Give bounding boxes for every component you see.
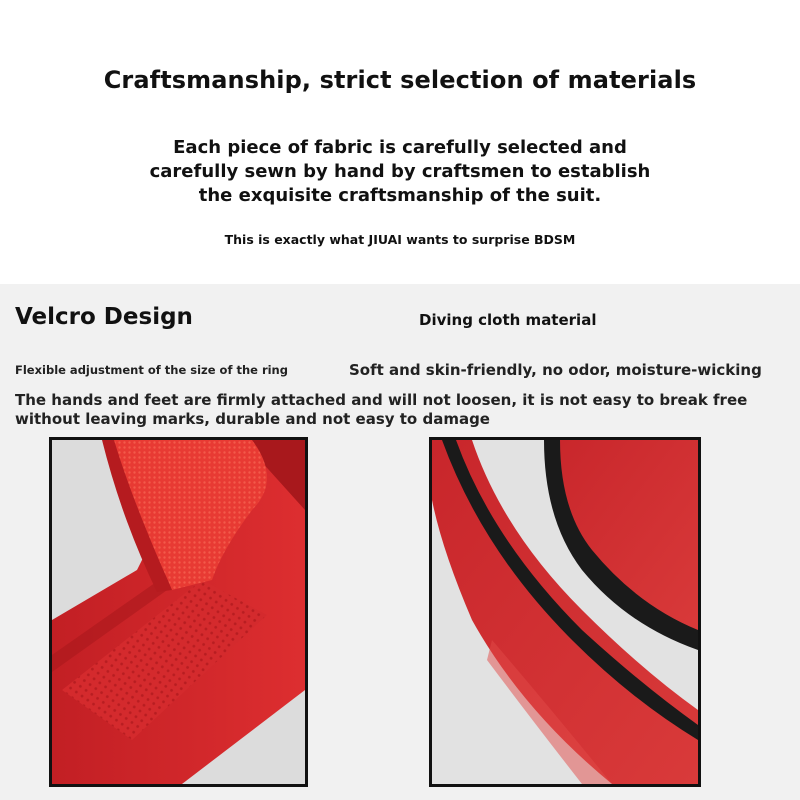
velcro-strap-illustration — [52, 440, 305, 784]
intro-line-1: Each piece of fabric is carefully selected and — [173, 137, 627, 158]
intro-line-2: carefully sewn by hand by craftsmen to establish — [149, 161, 651, 182]
page-headline: Craftsmanship, strict selection of materials — [103, 66, 697, 94]
velcro-strap-photo — [49, 437, 308, 787]
velcro-description — [15, 391, 775, 429]
brand-tagline: This is exactly what JIUAI wants to surprise BDSM — [224, 232, 576, 247]
velcro-design-title: Velcro Design — [15, 304, 193, 330]
intro-line-3: the exquisite craftsmanship of the suit. — [198, 185, 602, 206]
diving-cloth-subtitle: Soft and skin-friendly, no odor, moisture-wicking — [349, 361, 762, 379]
diving-cloth-illustration — [432, 440, 698, 784]
velcro-description-line-2: without leaving marks, durable and not easy to damage — [15, 410, 490, 428]
velcro-subtitle: Flexible adjustment of the size of the ring — [15, 363, 288, 377]
intro-paragraph — [100, 136, 700, 208]
velcro-description-line-1: The hands and feet are firmly attached and will not loosen, it is not easy to break free — [15, 391, 748, 409]
top-section — [0, 0, 800, 284]
diving-cloth-title: Diving cloth material — [419, 311, 597, 329]
diving-cloth-photo — [429, 437, 701, 787]
